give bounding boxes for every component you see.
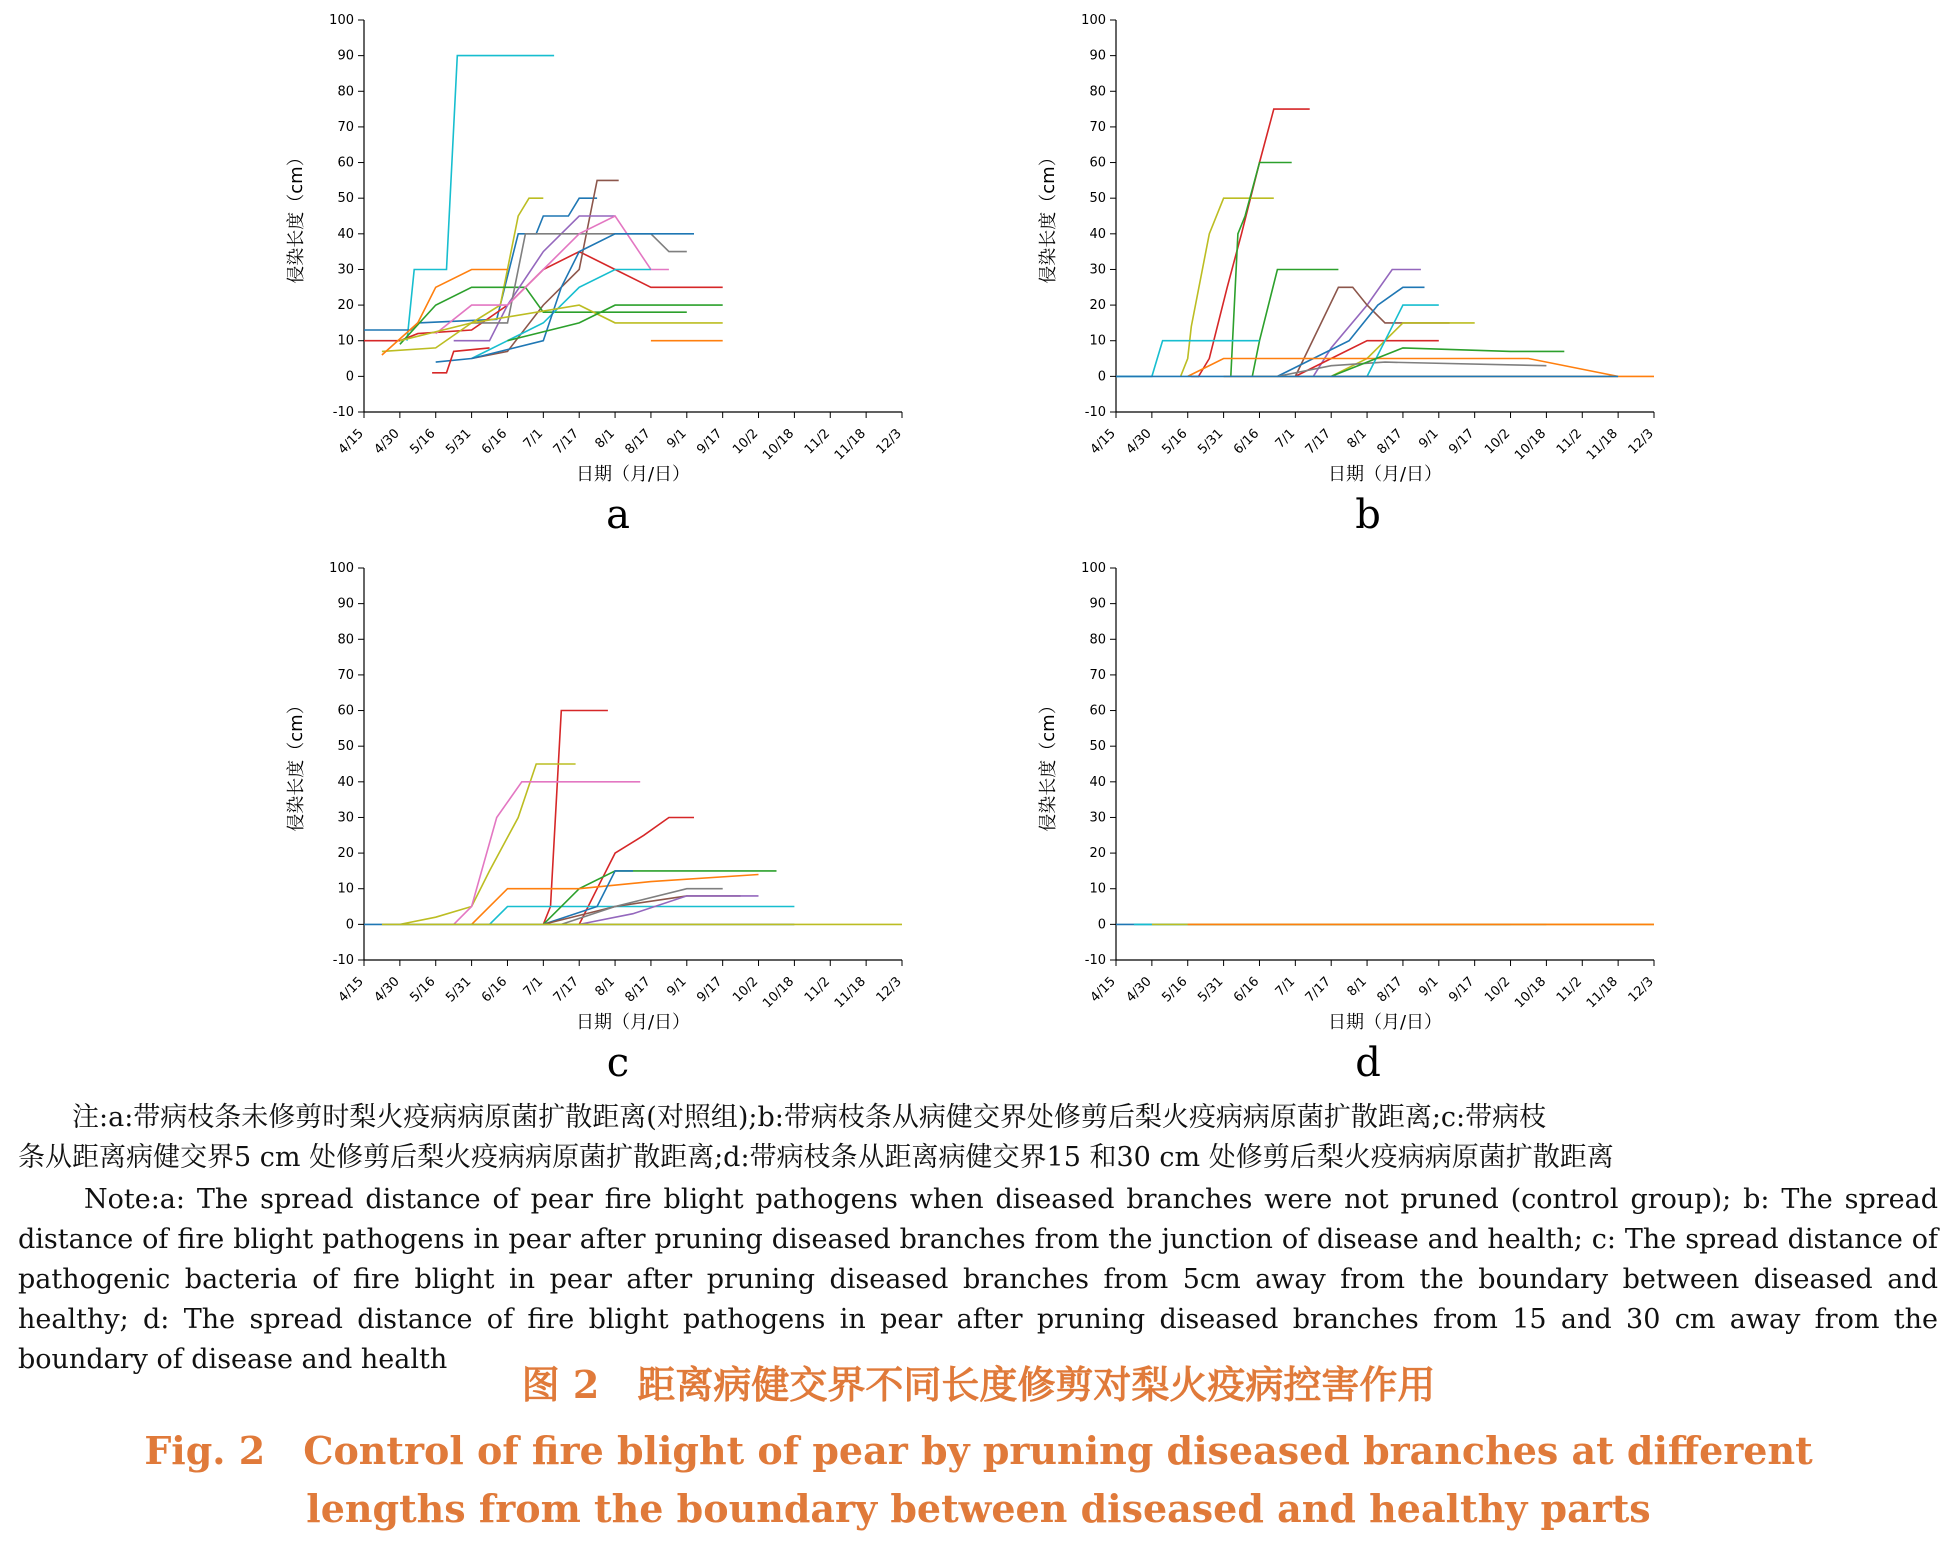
x-tick-label: 11/2 [801,426,834,458]
panel-letter: d [1355,1040,1381,1086]
x-tick-label: 4/15 [335,426,367,458]
y-tick-label: 20 [337,298,354,314]
y-tick-label: 50 [1089,191,1106,207]
x-tick-label: 5/31 [443,974,475,1006]
y-tick-label: 100 [329,13,354,28]
x-tick-label: 9/1 [1416,426,1442,452]
x-tick-label: 9/17 [694,426,726,458]
x-tick-label: 4/15 [335,974,367,1006]
y-tick-label: 40 [1089,774,1106,790]
y-tick-label: -10 [332,405,354,420]
x-tick-label: 11/18 [1583,426,1621,464]
x-tick-label: 11/2 [801,974,834,1006]
x-tick-label: 11/2 [1553,426,1586,458]
panel-b [1038,13,1657,538]
x-tick-label: 5/16 [407,426,439,458]
x-tick-label: 11/18 [1583,974,1621,1012]
x-tick-label: 5/16 [1159,974,1191,1006]
x-tick-label: 10/18 [1512,426,1550,464]
y-tick-label: 60 [1089,703,1106,719]
y-tick-label: 70 [337,119,354,135]
y-tick-label: 30 [1089,262,1106,278]
x-tick-label: 5/31 [443,426,475,458]
series-line-12 [436,234,694,362]
x-tick-label: 7/17 [1302,426,1335,458]
x-tick-label: 7/1 [520,426,547,452]
x-tick-label: 8/1 [1344,426,1370,452]
y-tick-label: 80 [337,84,354,100]
x-tick-label: 10/2 [730,974,762,1006]
y-tick-label: 0 [1097,917,1106,933]
x-tick-label: 10/2 [1482,974,1514,1006]
x-tick-label: 12/3 [873,974,905,1006]
x-tick-label: 12/3 [1625,974,1657,1006]
y-tick-label: 0 [1097,369,1106,385]
x-tick-label: 8/1 [592,974,618,1000]
x-tick-label: 10/18 [760,426,798,464]
y-tick-label: 10 [1089,881,1106,897]
y-axis-title: 侵染长度（cm） [286,148,307,284]
x-tick-label: 6/16 [479,974,511,1006]
y-tick-label: 60 [1089,155,1106,171]
series-line-5 [490,907,795,925]
y-tick-label: 20 [337,846,354,862]
y-tick-label: 70 [1089,667,1106,683]
y-axis-title: 侵染长度（cm） [286,696,307,832]
y-tick-label: 50 [337,739,354,755]
x-tick-label: 6/16 [1231,974,1263,1006]
x-tick-label: 12/3 [1625,426,1657,458]
y-tick-label: 90 [1089,596,1106,612]
y-tick-label: -10 [1084,953,1106,968]
x-tick-label: 8/1 [1344,974,1370,1000]
y-tick-label: 40 [1089,226,1106,242]
y-tick-label: 10 [1089,333,1106,349]
y-tick-label: 100 [1081,13,1106,28]
y-tick-label: 10 [337,333,354,349]
x-tick-label: 9/17 [1446,974,1478,1006]
x-tick-label: 12/3 [873,426,905,458]
y-tick-label: 100 [329,561,354,576]
series-line-2 [364,198,597,330]
figure-title-en-line1: Fig. 2 Control of fire blight of pear by pruning diseased branches at different [144,1428,1813,1473]
x-tick-label: 7/1 [1272,426,1299,452]
x-tick-label: 5/31 [1195,974,1227,1006]
panel-letter: b [1355,492,1381,538]
x-tick-label: 5/16 [407,974,439,1006]
y-tick-label: 70 [1089,119,1106,135]
x-axis-title: 日期（月/日） [1327,464,1443,485]
y-tick-label: 20 [1089,846,1106,862]
y-tick-label: -10 [332,953,354,968]
x-tick-label: 7/1 [520,974,547,1000]
y-axis-title: 侵染长度（cm） [1038,696,1059,832]
y-tick-label: 90 [337,48,354,64]
x-tick-label: 9/17 [694,974,726,1006]
caption-note-cn [18,1098,1938,1178]
panel-letter: a [606,492,630,538]
x-tick-label: 6/16 [1231,426,1263,458]
series-line-3 [454,782,641,925]
x-tick-label: 4/15 [1087,974,1119,1006]
x-tick-label: 4/30 [1123,426,1155,458]
panel-d [1038,561,1657,1086]
y-tick-label: 60 [337,703,354,719]
caption-note-en: Note:a: The spread distance of pear fire blight pathogens when diseased branches were not pruned (control group); b: The spread distance of fire blight pathogens in pear after pruning diseased branches from the junction of disease and health; c: The spread distance of pathogenic bacteria of fire blight in pear after pruning diseased branches from 5cm away from the boundary between diseased and healthy; d: The spread distance of fire blight pathogens in pear after pruning diseased branches from 15 and 30 cm away from the boundary of disease and health [18,1184,1938,1375]
panel-c [286,561,905,1086]
x-tick-label: 11/18 [831,426,869,464]
x-tick-label: 8/17 [622,426,654,458]
x-tick-label: 9/17 [1446,426,1478,458]
y-tick-label: 60 [337,155,354,171]
series-line-3 [364,252,723,341]
x-tick-label: 9/1 [664,426,690,452]
series-line-2 [400,764,576,924]
x-axis-title: 日期（月/日） [575,1012,691,1033]
x-tick-label: 10/2 [1482,426,1514,458]
y-tick-label: 40 [337,774,354,790]
y-tick-label: 0 [345,917,354,933]
y-tick-label: 30 [337,262,354,278]
caption-note-cn-line1: 注:a:带病枝条未修剪时梨火疫病病原菌扩散距离(对照组);b:带病枝条从病健交界处修剪后梨火疫病病原菌扩散距离;c:带病枝 [72,1102,1547,1133]
x-tick-label: 11/18 [831,974,869,1012]
x-tick-label: 5/31 [1195,426,1227,458]
series-line-4 [1252,270,1338,377]
y-tick-label: 90 [337,596,354,612]
y-tick-label: 40 [337,226,354,242]
x-tick-label: 7/17 [1302,974,1335,1006]
y-axis-title: 侵染长度（cm） [1038,148,1059,284]
x-tick-label: 7/17 [550,426,583,458]
y-tick-label: 30 [1089,810,1106,826]
x-tick-label: 9/1 [664,974,690,1000]
x-tick-label: 7/1 [1272,974,1299,1000]
x-tick-label: 10/2 [730,426,762,458]
x-axis-title: 日期（月/日） [1327,1012,1443,1033]
panel-letter: c [606,1040,630,1086]
y-tick-label: 30 [337,810,354,826]
x-axis-title: 日期（月/日） [575,464,691,485]
y-tick-label: -10 [1084,405,1106,420]
x-tick-label: 4/30 [1123,974,1155,1006]
y-tick-label: 10 [337,881,354,897]
y-tick-label: 90 [1089,48,1106,64]
y-tick-label: 0 [345,369,354,385]
y-tick-label: 80 [1089,84,1106,100]
x-tick-label: 8/17 [1374,426,1406,458]
x-tick-label: 10/18 [1512,974,1550,1012]
x-tick-label: 4/30 [371,974,403,1006]
x-tick-label: 6/16 [479,426,511,458]
series-line-14 [1331,348,1564,377]
x-tick-label: 10/18 [760,974,798,1012]
y-tick-label: 70 [337,667,354,683]
x-tick-label: 4/15 [1087,426,1119,458]
series-line-6 [400,287,687,344]
x-tick-label: 7/17 [550,974,583,1006]
series-line-9 [472,234,687,323]
x-tick-label: 5/16 [1159,426,1191,458]
x-tick-label: 11/2 [1553,974,1586,1006]
y-tick-label: 50 [337,191,354,207]
x-tick-label: 8/1 [592,426,618,452]
y-tick-label: 100 [1081,561,1106,576]
figure-title-en-line2: lengths from the boundary between diseased and healthy parts [306,1486,1651,1531]
caption-note-cn-line2: 条从距离病健交界5 cm 处修剪后梨火疫病病原菌扩散距离;d:带病枝条从距离病健交界15 和30 cm 处修剪后梨火疫病病原菌扩散距离 [18,1142,1614,1173]
series-line-1 [1191,109,1309,376]
x-tick-label: 4/30 [371,426,403,458]
y-tick-label: 20 [1089,298,1106,314]
x-tick-label: 8/17 [622,974,654,1006]
y-tick-label: 80 [1089,632,1106,648]
y-tick-label: 80 [337,632,354,648]
y-tick-label: 50 [1089,739,1106,755]
panel-a [286,13,905,538]
x-tick-label: 9/1 [1416,974,1442,1000]
x-tick-label: 8/17 [1374,974,1406,1006]
figure-title-cn: 图 2 距离病健交界不同长度修剪对梨火疫病控害作用 [521,1362,1436,1407]
